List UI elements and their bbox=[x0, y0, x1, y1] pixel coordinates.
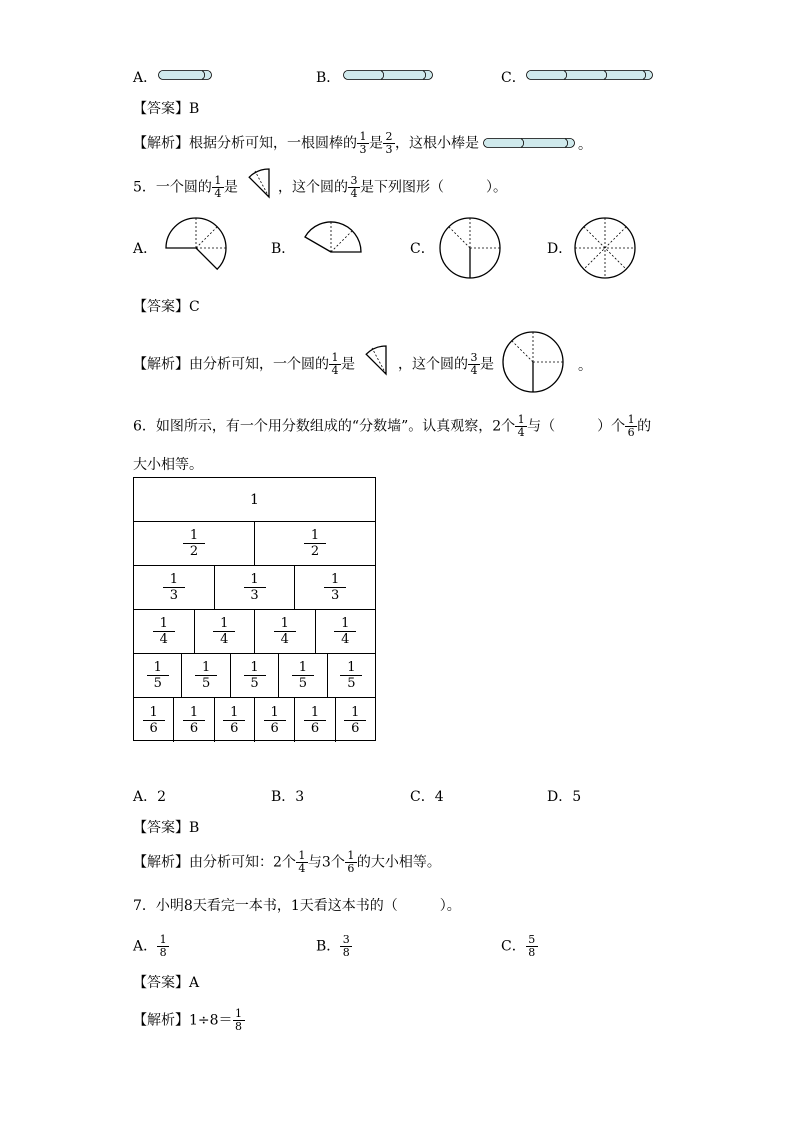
q5-option-a[interactable]: A． bbox=[133, 241, 158, 257]
q6-stem: 6．如图所示，有一个用分数组成的“分数墙”。认真观察，2个 $\frac{1}{4}$ 与（ ）个 $\frac{1}{6}$ 的 bbox=[133, 413, 652, 439]
fraction: $\frac{1}{6}$ bbox=[144, 705, 164, 736]
fraction: $\frac{1}{2}$ bbox=[305, 528, 325, 559]
wall-cell bbox=[215, 698, 255, 742]
rod-two-parts-answer bbox=[483, 138, 575, 148]
fraction: $\frac{1}{3}$ bbox=[245, 572, 265, 603]
fraction: $\frac{1}{6}$ bbox=[345, 705, 365, 736]
q7-option-c[interactable]: C． $\frac{5}{8}$ bbox=[501, 934, 538, 959]
q6-analysis: 【解析】由分析可知：2个 $\frac{1}{4}$ 与3个 $\frac{1}{6}$ 的大小相等。 bbox=[133, 849, 441, 875]
wall-cell bbox=[255, 698, 295, 742]
circle-three-quarters-answer bbox=[501, 330, 565, 394]
q4-analysis: 【解析】根据分析可知，一根圆棒的 $\frac{1}{3}$ 是 $\frac{2}{3}$ ，这根小棒是 bbox=[133, 130, 479, 156]
wall-cell bbox=[195, 610, 256, 653]
fraction: $\frac{1}{2}$ bbox=[184, 528, 204, 559]
rod-one-part bbox=[158, 70, 212, 80]
fraction: $\frac{1}{6}$ bbox=[626, 414, 636, 439]
quarter-circle-icon bbox=[356, 343, 390, 377]
wall-cell bbox=[279, 654, 327, 697]
wall-row bbox=[134, 610, 375, 654]
q7-option-a[interactable]: A． $\frac{1}{8}$ bbox=[133, 934, 169, 959]
fraction: $\frac{1}{6}$ bbox=[184, 705, 204, 736]
fraction: $\frac{1}{4}$ bbox=[335, 616, 355, 647]
fraction: $\frac{1}{6}$ bbox=[224, 705, 244, 736]
q4-answer: 【答案】B bbox=[133, 101, 200, 117]
q4-option-b[interactable] bbox=[316, 67, 340, 87]
q5-option-c[interactable]: C． bbox=[410, 241, 435, 257]
fraction: $\frac{1}{5}$ bbox=[245, 660, 265, 691]
q5-option-d[interactable]: D． bbox=[547, 241, 573, 257]
fraction: $\frac{1}{3}$ bbox=[358, 131, 368, 156]
q7-answer: 【答案】A bbox=[133, 975, 200, 991]
fraction: $\frac{3}{8}$ bbox=[341, 934, 351, 959]
wall-cell bbox=[134, 654, 182, 697]
fraction: $\frac{1}{4}$ bbox=[516, 414, 526, 439]
fraction: $\frac{5}{8}$ bbox=[527, 934, 537, 959]
q7-option-b[interactable]: B． $\frac{3}{8}$ bbox=[316, 934, 352, 959]
wall-cell bbox=[336, 698, 375, 742]
fraction: $\frac{1}{4}$ bbox=[330, 352, 340, 377]
wall-cell bbox=[134, 566, 215, 609]
wall-cell bbox=[134, 522, 255, 565]
q5-stem-part2: ，这个圆的 $\frac{3}{4}$ 是下列图形（ ）。 bbox=[278, 174, 507, 200]
fraction: $\frac{1}{5}$ bbox=[148, 660, 168, 691]
wall-cell bbox=[134, 698, 174, 742]
wall-cell bbox=[295, 566, 375, 609]
fraction-wall bbox=[133, 477, 376, 741]
wall-row bbox=[134, 566, 375, 610]
option-label: C． bbox=[501, 70, 526, 86]
fraction: $\frac{1}{8}$ bbox=[158, 934, 168, 959]
circle-full-d bbox=[573, 216, 637, 280]
fraction: $\frac{1}{6}$ bbox=[265, 705, 285, 736]
q4-option-a[interactable] bbox=[133, 67, 157, 87]
q6-option-c[interactable]: C．4 bbox=[410, 789, 444, 805]
q5-answer: 【答案】C bbox=[133, 299, 200, 315]
option-label: B． bbox=[316, 70, 341, 86]
rod-two-parts bbox=[343, 70, 433, 80]
fraction: $\frac{1}{8}$ bbox=[234, 1008, 244, 1033]
wall-cell: 1 bbox=[250, 491, 259, 508]
rod-three-parts bbox=[526, 70, 653, 80]
q5-analysis-part1: 【解析】由分析可知，一个圆的 $\frac{1}{4}$ 是 bbox=[133, 351, 355, 377]
circle-half-b bbox=[299, 221, 363, 265]
fraction: $\frac{1}{3}$ bbox=[325, 572, 345, 603]
quarter-circle-icon bbox=[239, 166, 273, 200]
fraction: $\frac{1}{4}$ bbox=[154, 616, 174, 647]
wall-cell bbox=[328, 654, 375, 697]
fraction: $\frac{1}{4}$ bbox=[214, 616, 234, 647]
fraction: $\frac{1}{6}$ bbox=[346, 850, 356, 875]
wall-cell bbox=[215, 566, 296, 609]
wall-cell bbox=[174, 698, 214, 742]
wall-cell bbox=[255, 522, 375, 565]
q6-option-a[interactable]: A．2 bbox=[133, 789, 167, 805]
wall-cell bbox=[295, 698, 335, 742]
wall-row-whole bbox=[134, 478, 375, 522]
fraction: $\frac{1}{5}$ bbox=[196, 660, 216, 691]
q5-analysis-part2: ，这个圆的 $\frac{3}{4}$ 是 bbox=[398, 351, 494, 377]
fraction: $\frac{3}{4}$ bbox=[469, 352, 479, 377]
fraction: $\frac{1}{3}$ bbox=[164, 572, 184, 603]
q6-answer: 【答案】B bbox=[133, 820, 200, 836]
fraction: $\frac{1}{4}$ bbox=[297, 850, 307, 875]
fraction: $\frac{1}{5}$ bbox=[293, 660, 313, 691]
q7-stem: 7．小明8天看完一本书，1天看这本书的（ ）。 bbox=[133, 898, 461, 914]
fraction: $\frac{2}{3}$ bbox=[384, 131, 394, 156]
wall-cell bbox=[134, 610, 195, 653]
q6-option-b[interactable]: B．3 bbox=[271, 789, 305, 805]
wall-cell bbox=[231, 654, 279, 697]
wall-cell bbox=[255, 610, 316, 653]
q6-option-d[interactable]: D．5 bbox=[547, 789, 582, 805]
wall-row bbox=[134, 698, 375, 742]
fraction: $\frac{1}{5}$ bbox=[341, 660, 361, 691]
wall-cell bbox=[316, 610, 376, 653]
fraction: $\frac{3}{4}$ bbox=[349, 175, 359, 200]
q6-stem-line2: 大小相等。 bbox=[133, 457, 203, 473]
period: 。 bbox=[578, 358, 592, 374]
option-label: A． bbox=[133, 70, 158, 86]
circle-three-quarters-a bbox=[164, 217, 228, 279]
fraction: $\frac{1}{6}$ bbox=[305, 705, 325, 736]
fraction: $\frac{1}{4}$ bbox=[275, 616, 295, 647]
fraction: $\frac{1}{4}$ bbox=[213, 175, 223, 200]
q7-analysis: 【解析】1÷8＝ $\frac{1}{8}$ bbox=[133, 1008, 245, 1033]
period: 。 bbox=[578, 137, 592, 153]
circle-three-quarters-c bbox=[438, 216, 502, 280]
q5-stem-part1: 5．一个圆的 $\frac{1}{4}$ 是 bbox=[133, 174, 238, 200]
wall-row bbox=[134, 522, 375, 566]
wall-row bbox=[134, 654, 375, 698]
q5-option-b[interactable]: B． bbox=[271, 241, 296, 257]
wall-cell bbox=[182, 654, 230, 697]
q4-option-c[interactable] bbox=[501, 67, 526, 87]
